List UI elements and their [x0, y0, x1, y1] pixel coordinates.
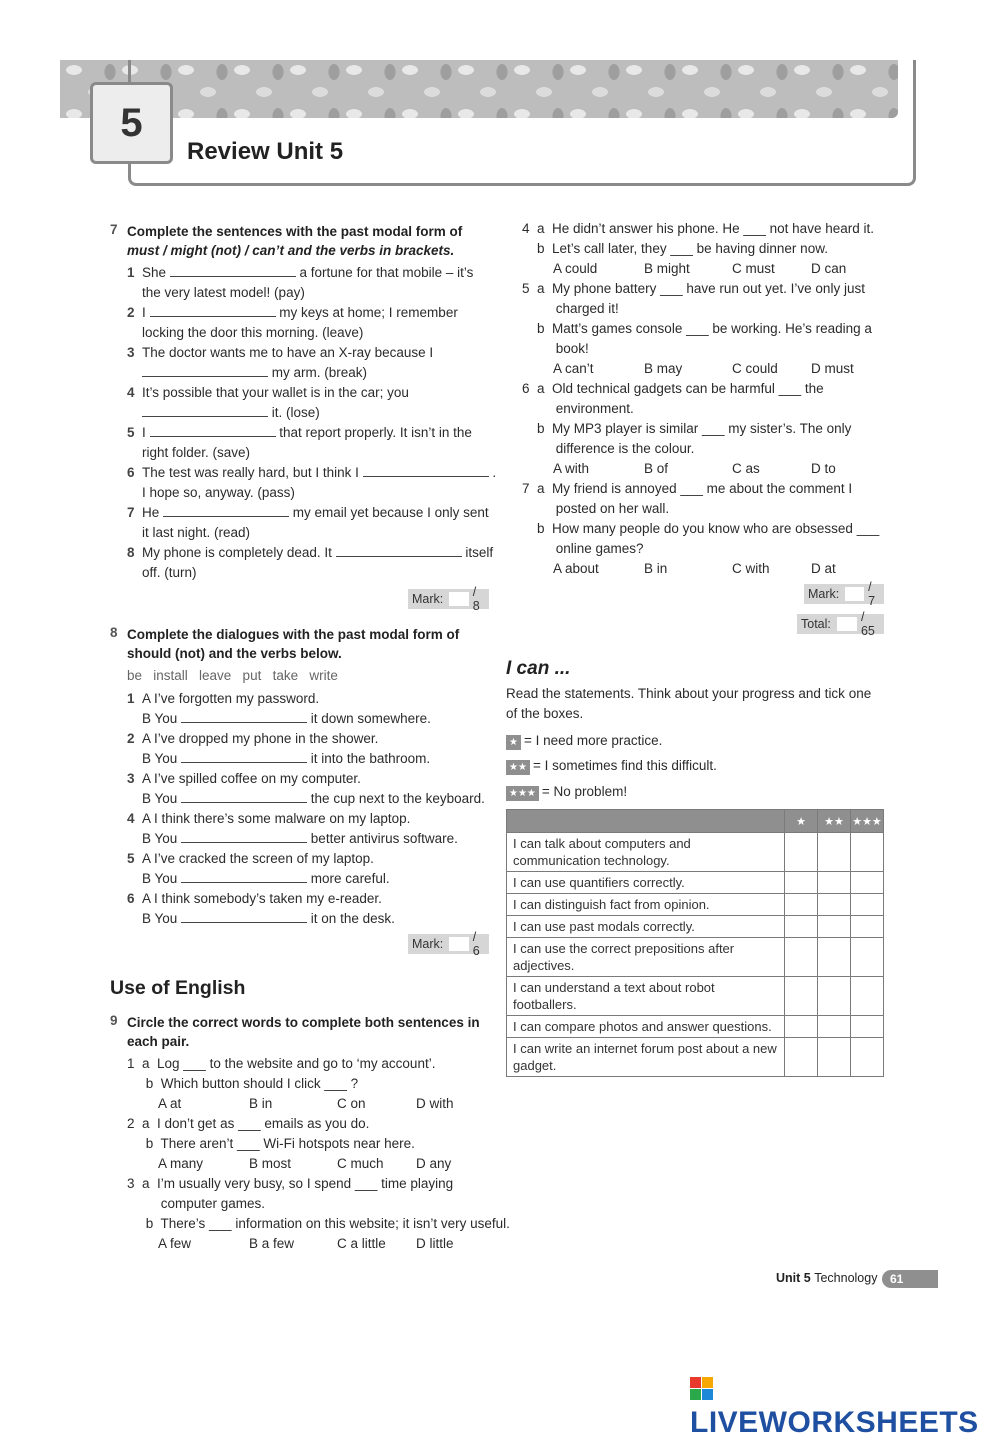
dialogue-line-b	[142, 869, 390, 889]
item-number: 6	[127, 465, 135, 480]
item-text: B You	[142, 831, 182, 846]
ican-row	[507, 1016, 884, 1038]
ican-statement: I can talk about computers and communication technology.	[507, 833, 785, 872]
answer-blank[interactable]	[142, 404, 268, 417]
item-text: I	[142, 305, 150, 320]
item-number: 2	[127, 305, 135, 320]
total-label: Total:	[801, 617, 831, 631]
ican-tick-box[interactable]	[785, 916, 818, 938]
item-text: itself	[461, 545, 494, 560]
exercise-item-line	[142, 283, 305, 303]
total-value: / 65	[860, 610, 875, 638]
ican-tick-box[interactable]	[785, 833, 818, 872]
item-text: He	[142, 505, 164, 520]
item-text: better antivirus software.	[307, 831, 458, 846]
dialogue-line-b	[142, 749, 430, 769]
answer-option[interactable]: B in	[249, 1096, 273, 1111]
item-text: B You	[142, 711, 182, 726]
answer-option[interactable]: D must	[811, 361, 854, 376]
ican-tick-box[interactable]	[851, 916, 884, 938]
item-text: more careful.	[307, 871, 390, 886]
word-bank: be install leave put take write	[127, 668, 338, 683]
mark-total: / 8	[472, 585, 480, 613]
dialogue-line-a	[127, 769, 361, 789]
ican-tick-box[interactable]	[785, 1038, 818, 1077]
item-number: 4	[127, 811, 135, 826]
footer-topic: Technology	[814, 1271, 878, 1285]
item-text: I	[142, 425, 150, 440]
answer-blank[interactable]	[181, 910, 307, 923]
ican-header-2: ★★	[818, 810, 851, 833]
item-text: a fortune for that mobile – it’s	[295, 265, 474, 280]
mark-total: / 6	[472, 930, 480, 958]
ican-tick-box[interactable]	[785, 938, 818, 977]
ican-tick-box[interactable]	[818, 833, 851, 872]
item-number: 3	[127, 345, 135, 360]
item-text: my keys at home; I remember	[275, 305, 458, 320]
answer-option[interactable]: A with	[553, 461, 590, 476]
ican-tick-box[interactable]	[818, 1038, 851, 1077]
item-text: it on the desk.	[307, 911, 395, 926]
unit-number-box	[90, 82, 173, 164]
exercise-9-mark	[804, 580, 884, 608]
footer-unit-label: Unit 5	[776, 1271, 811, 1285]
exercise-item-line	[142, 403, 320, 423]
answer-blank[interactable]	[181, 710, 307, 723]
answer-option[interactable]: C with	[732, 561, 770, 576]
total-mark	[797, 610, 884, 638]
mark-total: / 7	[868, 580, 876, 608]
star-rating-icon: ★★★	[506, 786, 539, 801]
liveworksheets-brand	[690, 1372, 999, 1440]
item-text: the very latest model! (pay)	[142, 285, 305, 300]
ican-tick-box[interactable]	[818, 977, 851, 1016]
exercise-item	[127, 543, 493, 563]
ican-tick-box[interactable]	[785, 894, 818, 916]
answer-blank[interactable]	[181, 750, 307, 763]
dialogue-line-b	[142, 789, 485, 809]
answer-option[interactable]: C a little	[337, 1236, 386, 1251]
answer-option[interactable]: D can	[811, 261, 847, 276]
star-rating-icon: ★	[506, 735, 521, 750]
answer-blank[interactable]	[181, 830, 307, 843]
item-number: 4	[127, 385, 135, 400]
mark-label: Mark:	[412, 937, 444, 951]
instruction-line: Complete the sentences with the past modal form of	[127, 224, 463, 239]
ican-intro: Read the statements. Think about your progress and tick one	[506, 686, 872, 701]
total-box[interactable]	[837, 617, 857, 631]
item-number: 3	[127, 771, 135, 786]
ican-table	[506, 809, 884, 1077]
exercise-7-instruction	[127, 222, 462, 260]
exercise-9-line: difference is the colour.	[522, 441, 695, 456]
ican-tick-box[interactable]	[851, 938, 884, 977]
exercise-9-line: 5 a My phone battery ___ have run out yet. I’ve only just	[522, 281, 865, 296]
exercise-7-number: 7	[110, 222, 118, 237]
answer-option[interactable]: A could	[553, 261, 598, 276]
exercise-item-line	[142, 363, 367, 383]
item-number: 8	[127, 545, 135, 560]
liveworksheets-name: LIVEWORKSHEETS	[690, 1406, 979, 1439]
page-title: Review Unit 5	[187, 138, 344, 165]
exercise-9-line: b There aren’t ___ Wi-Fi hotspots near here.	[127, 1136, 415, 1151]
ican-tick-box[interactable]	[818, 872, 851, 894]
answer-option[interactable]: D to	[811, 461, 836, 476]
exercise-9-line: online games?	[522, 541, 644, 556]
ican-row	[507, 833, 884, 872]
mark-box[interactable]	[449, 592, 468, 606]
answer-option[interactable]: D with	[416, 1096, 454, 1111]
exercise-9-instruction	[127, 1013, 480, 1051]
ican-key-item	[506, 731, 662, 751]
item-text: right folder. (save)	[142, 445, 251, 460]
answer-option[interactable]: B of	[644, 461, 669, 476]
exercise-item-line	[142, 323, 363, 343]
exercise-item-line	[142, 563, 197, 583]
mark-label: Mark:	[412, 592, 444, 606]
answer-option[interactable]: C on	[337, 1096, 366, 1111]
ican-row	[507, 894, 884, 916]
exercise-item	[127, 463, 496, 483]
answer-blank[interactable]	[150, 304, 276, 317]
ican-heading: I can ...	[506, 658, 571, 679]
item-text: A I’ve forgotten my password.	[142, 691, 320, 706]
exercise-item	[127, 423, 472, 443]
ican-row	[507, 977, 884, 1016]
item-text: my arm. (break)	[268, 365, 368, 380]
item-text: A I think somebody’s taken my e-reader.	[142, 891, 382, 906]
item-text: The test was really hard, but I think I	[142, 465, 363, 480]
ican-header-1: ★	[785, 810, 818, 833]
answer-blank[interactable]	[163, 504, 289, 517]
item-text: it. (lose)	[268, 405, 320, 420]
answer-blank[interactable]	[181, 790, 307, 803]
item-text: She	[142, 265, 170, 280]
header-frame	[128, 60, 916, 186]
ican-tick-box[interactable]	[851, 1016, 884, 1038]
item-text: B You	[142, 911, 182, 926]
item-number: 1	[127, 265, 135, 280]
item-number: 1	[127, 691, 135, 706]
dialogue-line-b	[142, 909, 395, 929]
exercise-9-line: 6 a Old technical gadgets can be harmful ___ the	[522, 381, 824, 396]
answer-blank[interactable]	[142, 364, 268, 377]
answer-option[interactable]: C must	[732, 261, 775, 276]
exercise-9-line: 4 a He didn’t answer his phone. He ___ not have heard it.	[522, 221, 874, 236]
item-text: A I think there’s some malware on my laptop.	[142, 811, 411, 826]
ican-key-text: = I need more practice.	[523, 733, 663, 748]
ican-statement: I can compare photos and answer questions.	[507, 1016, 785, 1038]
footer-unit	[776, 1271, 877, 1285]
ican-statement: I can use the correct prepositions after adjectives.	[507, 938, 785, 977]
exercise-9-line: computer games.	[127, 1196, 266, 1211]
exercise-item-line	[142, 523, 250, 543]
item-number: 7	[127, 505, 135, 520]
dialogue-line-a	[127, 889, 382, 909]
exercise-item-line	[142, 483, 295, 503]
dialogue-line-a	[127, 809, 410, 829]
exercise-7-mark	[408, 585, 489, 613]
answer-option[interactable]: B might	[644, 261, 690, 276]
ican-row	[507, 872, 884, 894]
ican-key-item	[506, 782, 627, 802]
ican-intro: of the boxes.	[506, 706, 584, 721]
ican-tick-box[interactable]	[818, 916, 851, 938]
exercise-9-number: 9	[110, 1013, 118, 1028]
exercise-9-line: b Matt’s games console ___ be working. He’s reading a	[522, 321, 872, 336]
item-text: It’s possible that your wallet is in the car; you	[142, 385, 409, 400]
instruction-line: should (not) and the verbs below.	[127, 646, 342, 661]
answer-blank[interactable]	[181, 870, 307, 883]
item-number: 5	[127, 851, 135, 866]
dialogue-line-b	[142, 829, 458, 849]
ican-row	[507, 1038, 884, 1077]
item-text: A I’ve spilled coffee on my computer.	[142, 771, 361, 786]
item-text: .	[488, 465, 497, 480]
answer-option[interactable]: D little	[416, 1236, 454, 1251]
exercise-8-instruction	[127, 625, 459, 663]
exercise-9-line: posted on her wall.	[522, 501, 670, 516]
answer-option[interactable]: C much	[337, 1156, 384, 1171]
exercise-9-line: b My MP3 player is similar ___ my sister’s. The only	[522, 421, 852, 436]
item-text: off. (turn)	[142, 565, 197, 580]
item-text: it last night. (read)	[142, 525, 251, 540]
exercise-item	[127, 303, 458, 323]
item-text: I hope so, anyway. (pass)	[142, 485, 295, 500]
item-text: A I’ve cracked the screen of my laptop.	[142, 851, 374, 866]
ican-row	[507, 916, 884, 938]
ican-statement: I can use quantifiers correctly.	[507, 872, 785, 894]
star-rating-icon: ★★	[506, 760, 530, 775]
exercise-item	[127, 383, 409, 403]
item-text: it down somewhere.	[307, 711, 431, 726]
ican-header-blank	[507, 810, 785, 833]
ican-statement: I can use past modals correctly.	[507, 916, 785, 938]
answer-option[interactable]: B a few	[249, 1236, 295, 1251]
page-number: 61	[882, 1270, 938, 1288]
ican-header-3: ★★★	[851, 810, 884, 833]
item-text: that report properly. It isn’t in the	[275, 425, 472, 440]
ican-tick-box[interactable]	[785, 977, 818, 1016]
answer-option[interactable]: A can’t	[553, 361, 594, 376]
answer-option[interactable]: C as	[732, 461, 760, 476]
exercise-9-line: charged it!	[522, 301, 619, 316]
ican-tick-box[interactable]	[785, 1016, 818, 1038]
item-text: B You	[142, 871, 182, 886]
ican-tick-box[interactable]	[851, 894, 884, 916]
mark-box[interactable]	[845, 587, 864, 601]
exercise-9-line: 7 a My friend is annoyed ___ me about the comment I	[522, 481, 853, 496]
item-text: B You	[142, 751, 182, 766]
ican-statement: I can distinguish fact from opinion.	[507, 894, 785, 916]
instruction-line: Circle the correct words to complete both sentences in	[127, 1015, 480, 1030]
ican-tick-box[interactable]	[851, 833, 884, 872]
mark-box[interactable]	[449, 937, 468, 951]
ican-tick-box[interactable]	[818, 894, 851, 916]
ican-tick-box[interactable]	[818, 938, 851, 977]
ican-tick-box[interactable]	[785, 872, 818, 894]
exercise-9-line: 3 a I’m usually very busy, so I spend ___ time playing	[127, 1176, 454, 1191]
exercise-9-line: b Let’s call later, they ___ be having dinner now.	[522, 241, 828, 256]
dialogue-line-a	[127, 849, 374, 869]
exercise-8-mark	[408, 930, 489, 958]
answer-option[interactable]: B most	[249, 1156, 292, 1171]
answer-blank[interactable]	[363, 464, 489, 477]
ican-key-text: = I sometimes find this difficult.	[532, 758, 717, 773]
exercise-9-line: b How many people do you know who are obsessed ___	[522, 521, 880, 536]
ican-tick-box[interactable]	[851, 1038, 884, 1077]
liveworksheets-logo-icon	[690, 1377, 714, 1401]
exercise-9-line: b Which button should I click ___ ?	[127, 1076, 359, 1091]
item-text: A I’ve dropped my phone in the shower.	[142, 731, 379, 746]
instruction-line: must / might (not) / can’t and the verbs in brackets.	[127, 243, 455, 258]
answer-option[interactable]: A many	[158, 1156, 204, 1171]
answer-option[interactable]: B may	[644, 361, 683, 376]
ican-tick-box[interactable]	[851, 872, 884, 894]
dialogue-line-a	[127, 729, 378, 749]
answer-blank[interactable]	[336, 544, 462, 557]
answer-option[interactable]: B in	[644, 561, 668, 576]
exercise-9-line: book!	[522, 341, 589, 356]
ican-key-text: = No problem!	[541, 784, 628, 799]
item-text: my email yet because I only sent	[289, 505, 489, 520]
exercise-item	[127, 263, 473, 283]
exercise-9-line: b There’s ___ information on this website; it isn’t very useful.	[127, 1216, 510, 1231]
ican-statement: I can write an internet forum post about a new gadget.	[507, 1038, 785, 1077]
answer-option[interactable]: D any	[416, 1156, 452, 1171]
exercise-item	[127, 503, 489, 523]
ican-table-header	[507, 810, 884, 833]
exercise-item-line	[142, 443, 250, 463]
mark-label: Mark:	[808, 587, 840, 601]
item-text: the cup next to the keyboard.	[307, 791, 485, 806]
dialogue-line-a	[127, 689, 319, 709]
item-text: it into the bathroom.	[307, 751, 431, 766]
ican-row	[507, 938, 884, 977]
item-text: The doctor wants me to have an X-ray because I	[142, 345, 434, 360]
answer-option[interactable]: A about	[553, 561, 599, 576]
instruction-line: each pair.	[127, 1034, 190, 1049]
item-number: 5	[127, 425, 135, 440]
answer-option[interactable]: C could	[732, 361, 778, 376]
dialogue-line-b	[142, 709, 431, 729]
instruction-line: Complete the dialogues with the past modal form of	[127, 627, 460, 642]
item-text: locking the door this morning. (leave)	[142, 325, 364, 340]
exercise-9-line: environment.	[522, 401, 634, 416]
item-number: 6	[127, 891, 135, 906]
answer-option[interactable]: A at	[158, 1096, 182, 1111]
ican-statement: I can understand a text about robot footballers.	[507, 977, 785, 1016]
ican-key-item	[506, 756, 717, 776]
exercise-item	[127, 343, 433, 363]
item-number: 2	[127, 731, 135, 746]
ican-tick-box[interactable]	[818, 1016, 851, 1038]
answer-blank[interactable]	[150, 424, 276, 437]
answer-option[interactable]: D at	[811, 561, 836, 576]
item-text: B You	[142, 791, 182, 806]
use-of-english-heading: Use of English	[110, 977, 246, 999]
answer-option[interactable]: A few	[158, 1236, 192, 1251]
exercise-8-number: 8	[110, 625, 118, 640]
exercise-9-line: 1 a Log ___ to the website and go to ‘my account’.	[127, 1056, 436, 1071]
answer-blank[interactable]	[170, 264, 296, 277]
ican-tick-box[interactable]	[851, 977, 884, 1016]
exercise-9-line: 2 a I don’t get as ___ emails as you do.	[127, 1116, 370, 1131]
item-text: My phone is completely dead. It	[142, 545, 336, 560]
unit-number: 5	[120, 100, 143, 145]
